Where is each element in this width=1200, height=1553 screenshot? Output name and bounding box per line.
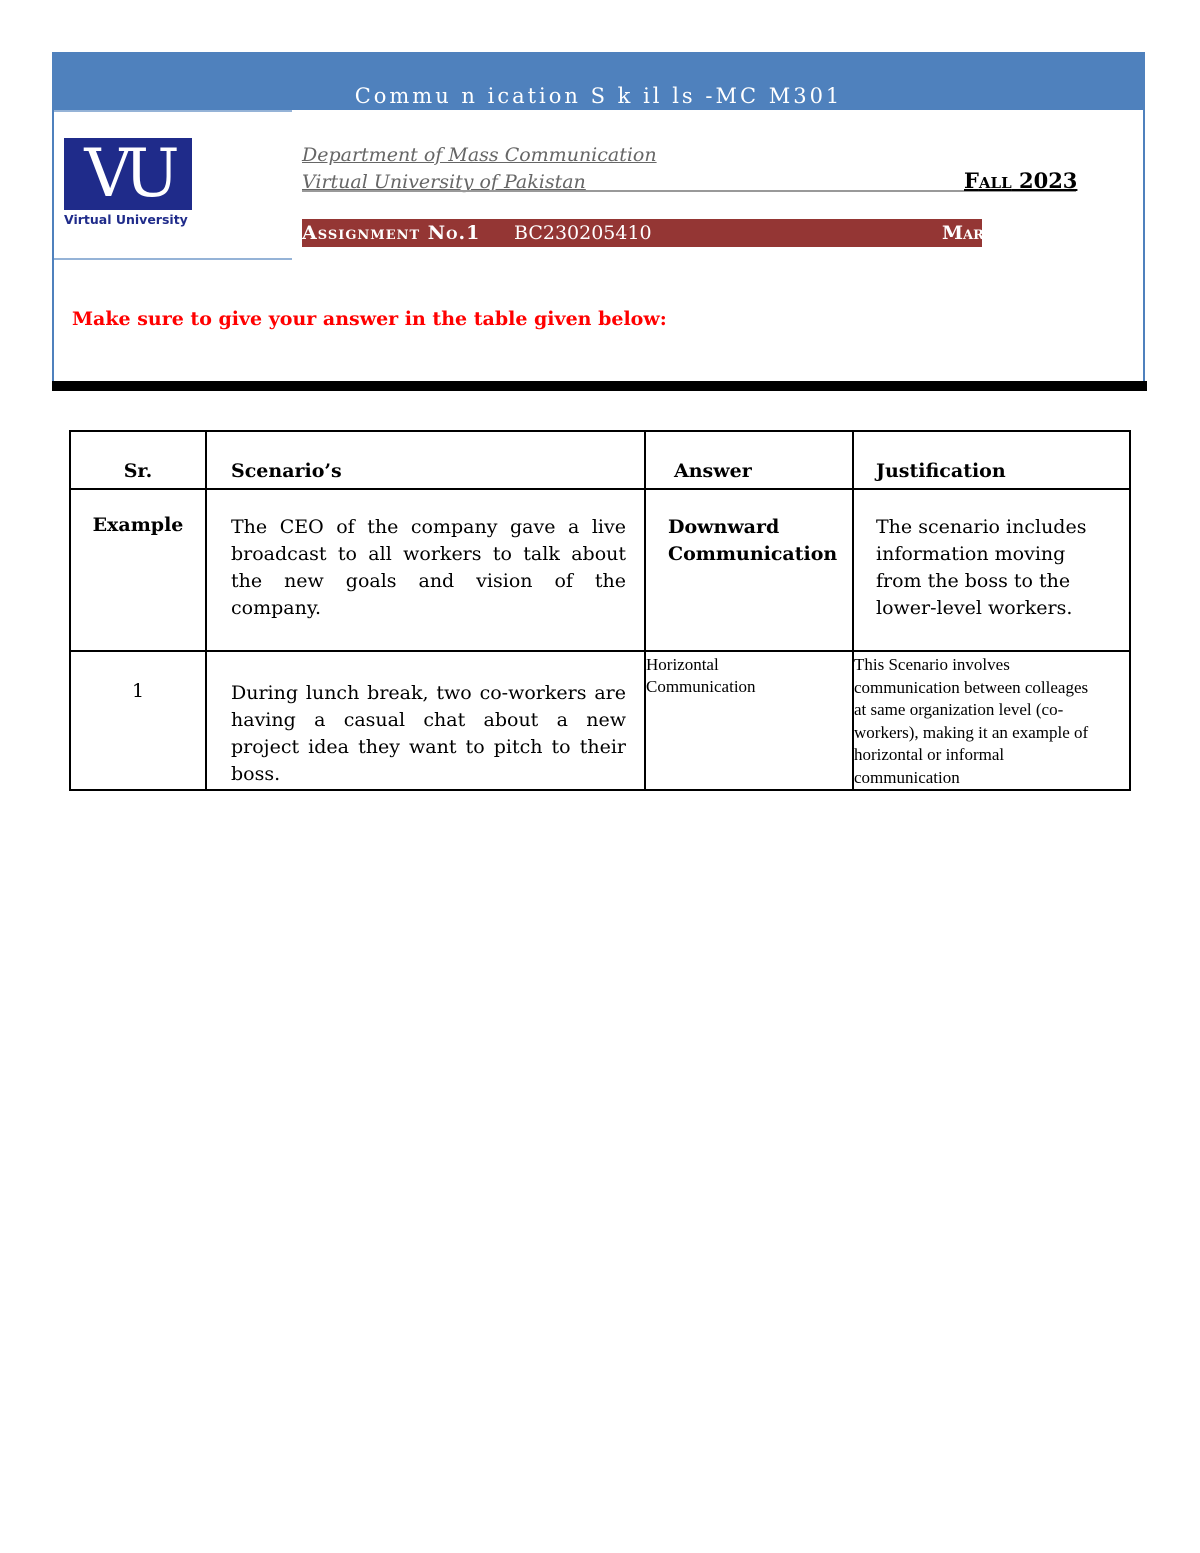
cell-scenario: The CEO of the company gave a live broadcast to all workers to talk about the new goals and vision of the company. bbox=[206, 489, 645, 651]
cell-justification: The scenario includes information moving from the boss to the lower-level workers. bbox=[853, 489, 1130, 651]
assignment-label: Assignment No.1 bbox=[302, 222, 481, 244]
header-answer: Answer bbox=[645, 431, 853, 489]
term-label: FALL 2023 bbox=[964, 168, 1078, 193]
logo-area bbox=[54, 110, 292, 260]
university-name: Virtual University of Pakistan bbox=[302, 171, 586, 193]
cell-answer: Horizontal Communication bbox=[645, 651, 853, 790]
header-scenario: Scenario’s bbox=[206, 431, 645, 489]
table-row bbox=[70, 489, 1130, 651]
cell-answer: Downward Communication bbox=[645, 489, 853, 651]
assignment-bar bbox=[302, 219, 1005, 247]
marks-label: Marks bbox=[942, 222, 1005, 244]
vu-logo bbox=[64, 135, 194, 231]
department-block bbox=[302, 142, 657, 196]
answer-table bbox=[69, 430, 1131, 791]
instruction-text: Make sure to give your answer in the table given below: bbox=[72, 308, 667, 330]
roll-number: BC230205410 bbox=[514, 222, 652, 244]
cell-scenario: During lunch break, two co-workers are having a casual chat about a new project idea they want to pitch to their boss. bbox=[206, 651, 645, 790]
header-sr: Sr. bbox=[70, 431, 206, 489]
table-header-row bbox=[70, 431, 1130, 489]
cell-sr: 1 bbox=[70, 651, 206, 790]
header-bottom-rule bbox=[52, 381, 1147, 391]
header-rule bbox=[302, 190, 1076, 192]
course-title: Commu n ication S k il ls -MC M301 bbox=[354, 84, 843, 108]
course-band bbox=[54, 54, 1143, 110]
header-justification: Justification bbox=[853, 431, 1130, 489]
cell-sr: Example bbox=[70, 489, 206, 651]
table-row bbox=[70, 651, 1130, 790]
cell-justification: This Scenario involves communication between colleages at same organization level (co- workers), making it an example of horizontal or informal communication bbox=[853, 651, 1130, 790]
vu-logo-text: Virtual University bbox=[64, 212, 188, 227]
vu-logo-mark: VU bbox=[64, 138, 192, 210]
department-name: Department of Mass Communication bbox=[302, 144, 657, 166]
header-box bbox=[52, 52, 1145, 390]
